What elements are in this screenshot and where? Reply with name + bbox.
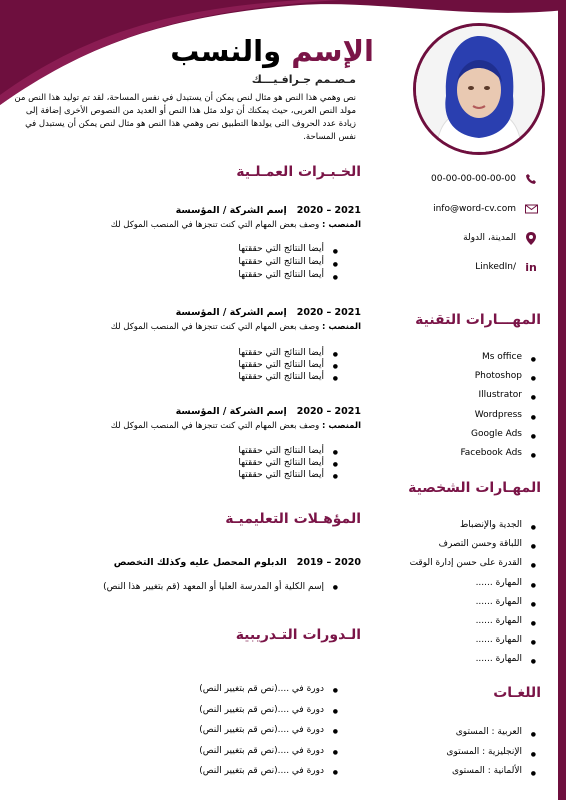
- list-item: ● أيضا النتائج التي حققتها: [238, 445, 338, 457]
- tech-skills-list: [460, 348, 536, 463]
- list-item: ● إسم الكلية أو المدرسة العليا أو المعهد (قم بتغيير هذا النص): [103, 582, 338, 592]
- education-degree: الدبلوم المحصل عليه وكذلك التخصص: [113, 557, 287, 568]
- experience-heading: [176, 205, 361, 216]
- experience-years: 2021 – 2020: [296, 307, 361, 318]
- map-pin-icon: [524, 231, 538, 245]
- list-item: ● العربية : المستوى: [446, 723, 536, 743]
- phone-icon: [524, 172, 538, 186]
- contact-address: [463, 231, 538, 245]
- experience-company: إسم الشركة / المؤسسة: [175, 307, 287, 318]
- list-item: ● أيضا النتائج التي حققتها: [238, 347, 338, 359]
- list-item: ● Google Ads: [460, 425, 536, 444]
- tech-skills-title: المهـــارات التقنية: [415, 312, 541, 328]
- position-label: المنصب :: [321, 421, 361, 431]
- list-item: ● الإنجليزية : المستوى: [446, 743, 536, 763]
- phone-text: 00-00-00-00-00-00: [431, 174, 516, 184]
- profile-summary: نص وهمي هذا النص هو مثال لنص يمكن أن يستبدل في نفس المساحة، لقد تم توليد هذا النص من مولد النص العربى، حيث يمكنك أن تولد مثل هذا النص أو العديد من النصوص الأخرى إضافة إلى زيادة عدد الحروف التى يولدها التطبيق نص وهمي هذا النص هو مثال لنص يمكن أن يستبدل في نفس المساحة.: [14, 93, 356, 142]
- languages-title: اللغـات: [493, 685, 541, 701]
- full-name: [170, 34, 374, 68]
- languages-list: [446, 723, 536, 782]
- list-item: ● دورة في ....(نص قم بتغيير النص): [199, 679, 338, 700]
- list-item: ● المهارة ......: [410, 631, 536, 650]
- list-item: ● دورة في ....(نص قم بتغيير النص): [199, 700, 338, 721]
- experience-years: 2021 – 2020: [296, 406, 361, 417]
- education-list: [103, 582, 338, 592]
- list-item: ● المهارة ......: [410, 593, 536, 612]
- experience-years: 2021 – 2020: [296, 205, 361, 216]
- right-accent-strip: [558, 0, 566, 800]
- profile-photo-image: [416, 26, 542, 152]
- education-title: المؤهـلات التعليميـة: [225, 511, 361, 527]
- courses-title: الـدورات التـدريبية: [235, 627, 361, 643]
- list-item: ● المهارة ......: [410, 574, 536, 593]
- education-heading: [114, 557, 361, 568]
- list-item: ● دورة في ....(نص قم بتغيير النص): [199, 720, 338, 741]
- list-item: ● الجدية والإنضباط: [410, 516, 536, 535]
- contact-email: [433, 202, 538, 216]
- experience-achievements: [238, 243, 338, 282]
- list-item: ● Photoshop: [460, 367, 536, 386]
- position-label: المنصب :: [321, 322, 361, 332]
- list-item: ● المهارة ......: [410, 612, 536, 631]
- experience-title: الخـبـرات العمـلـية: [236, 164, 361, 180]
- experience-position: [111, 322, 361, 332]
- list-item: ● القدرة على حسن إدارة الوقت: [410, 554, 536, 573]
- experience-achievements: [238, 445, 338, 481]
- contact-linkedin: [475, 260, 538, 274]
- list-item: ● أيضا النتائج التي حققتها: [238, 469, 338, 481]
- position-desc: وصف بعض المهام التي كنت تنجزها في المنصب الموكل لك: [110, 220, 320, 230]
- experience-achievements: [238, 347, 338, 383]
- last-name: والنسب: [170, 34, 282, 68]
- first-name: الإسم: [291, 34, 374, 68]
- linkedin-icon: in: [525, 260, 537, 274]
- list-item: ● Facebook Ads: [460, 444, 536, 463]
- position-desc: وصف بعض المهام التي كنت تنجزها في المنصب الموكل لك: [110, 322, 320, 332]
- list-item: ● أيضا النتائج التي حققتها: [238, 243, 338, 256]
- job-title: مـصـمم جـرافـيـــك: [251, 73, 356, 86]
- envelope-icon: [524, 202, 538, 216]
- list-item: ● Ms office: [460, 348, 536, 367]
- list-item: ● الألمانية : المستوى: [446, 762, 536, 782]
- position-desc: وصف بعض المهام التي كنت تنجزها في المنصب الموكل لك: [110, 421, 320, 431]
- experience-position: [111, 421, 361, 431]
- list-item: ● أيضا النتائج التي حققتها: [238, 371, 338, 383]
- list-item: ● اللباقة وحسن التصرف: [410, 535, 536, 554]
- contact-phone: [431, 172, 538, 186]
- personal-skills-title: المهـارات الشخصية: [408, 480, 541, 496]
- list-item: ● Illustrator: [460, 386, 536, 405]
- list-item: ● أيضا النتائج التي حققتها: [238, 359, 338, 371]
- experience-heading: [176, 406, 361, 417]
- profile-photo: [413, 23, 545, 155]
- education-years: 2020 – 2019: [296, 557, 361, 568]
- personal-skills-list: [410, 516, 536, 670]
- list-item: ● أيضا النتائج التي حققتها: [238, 256, 338, 269]
- list-item: ● أيضا النتائج التي حققتها: [238, 269, 338, 282]
- list-item: ● أيضا النتائج التي حققتها: [238, 457, 338, 469]
- experience-company: إسم الشركة / المؤسسة: [175, 205, 287, 216]
- list-item: ● Wordpress: [460, 406, 536, 425]
- list-item: ● دورة في ....(نص قم بتغيير النص): [199, 761, 338, 782]
- position-label: المنصب :: [321, 220, 361, 230]
- address-text: المدينة، الدولة: [463, 233, 516, 243]
- experience-position: [111, 220, 361, 230]
- linkedin-text[interactable]: /LinkedIn: [475, 262, 516, 272]
- list-item: ● المهارة ......: [410, 650, 536, 669]
- experience-company: إسم الشركة / المؤسسة: [175, 406, 287, 417]
- experience-heading: [176, 307, 361, 318]
- list-item: ● دورة في ....(نص قم بتغيير النص): [199, 741, 338, 762]
- email-text[interactable]: info@word-cv.com: [433, 204, 516, 214]
- courses-list: [199, 679, 338, 782]
